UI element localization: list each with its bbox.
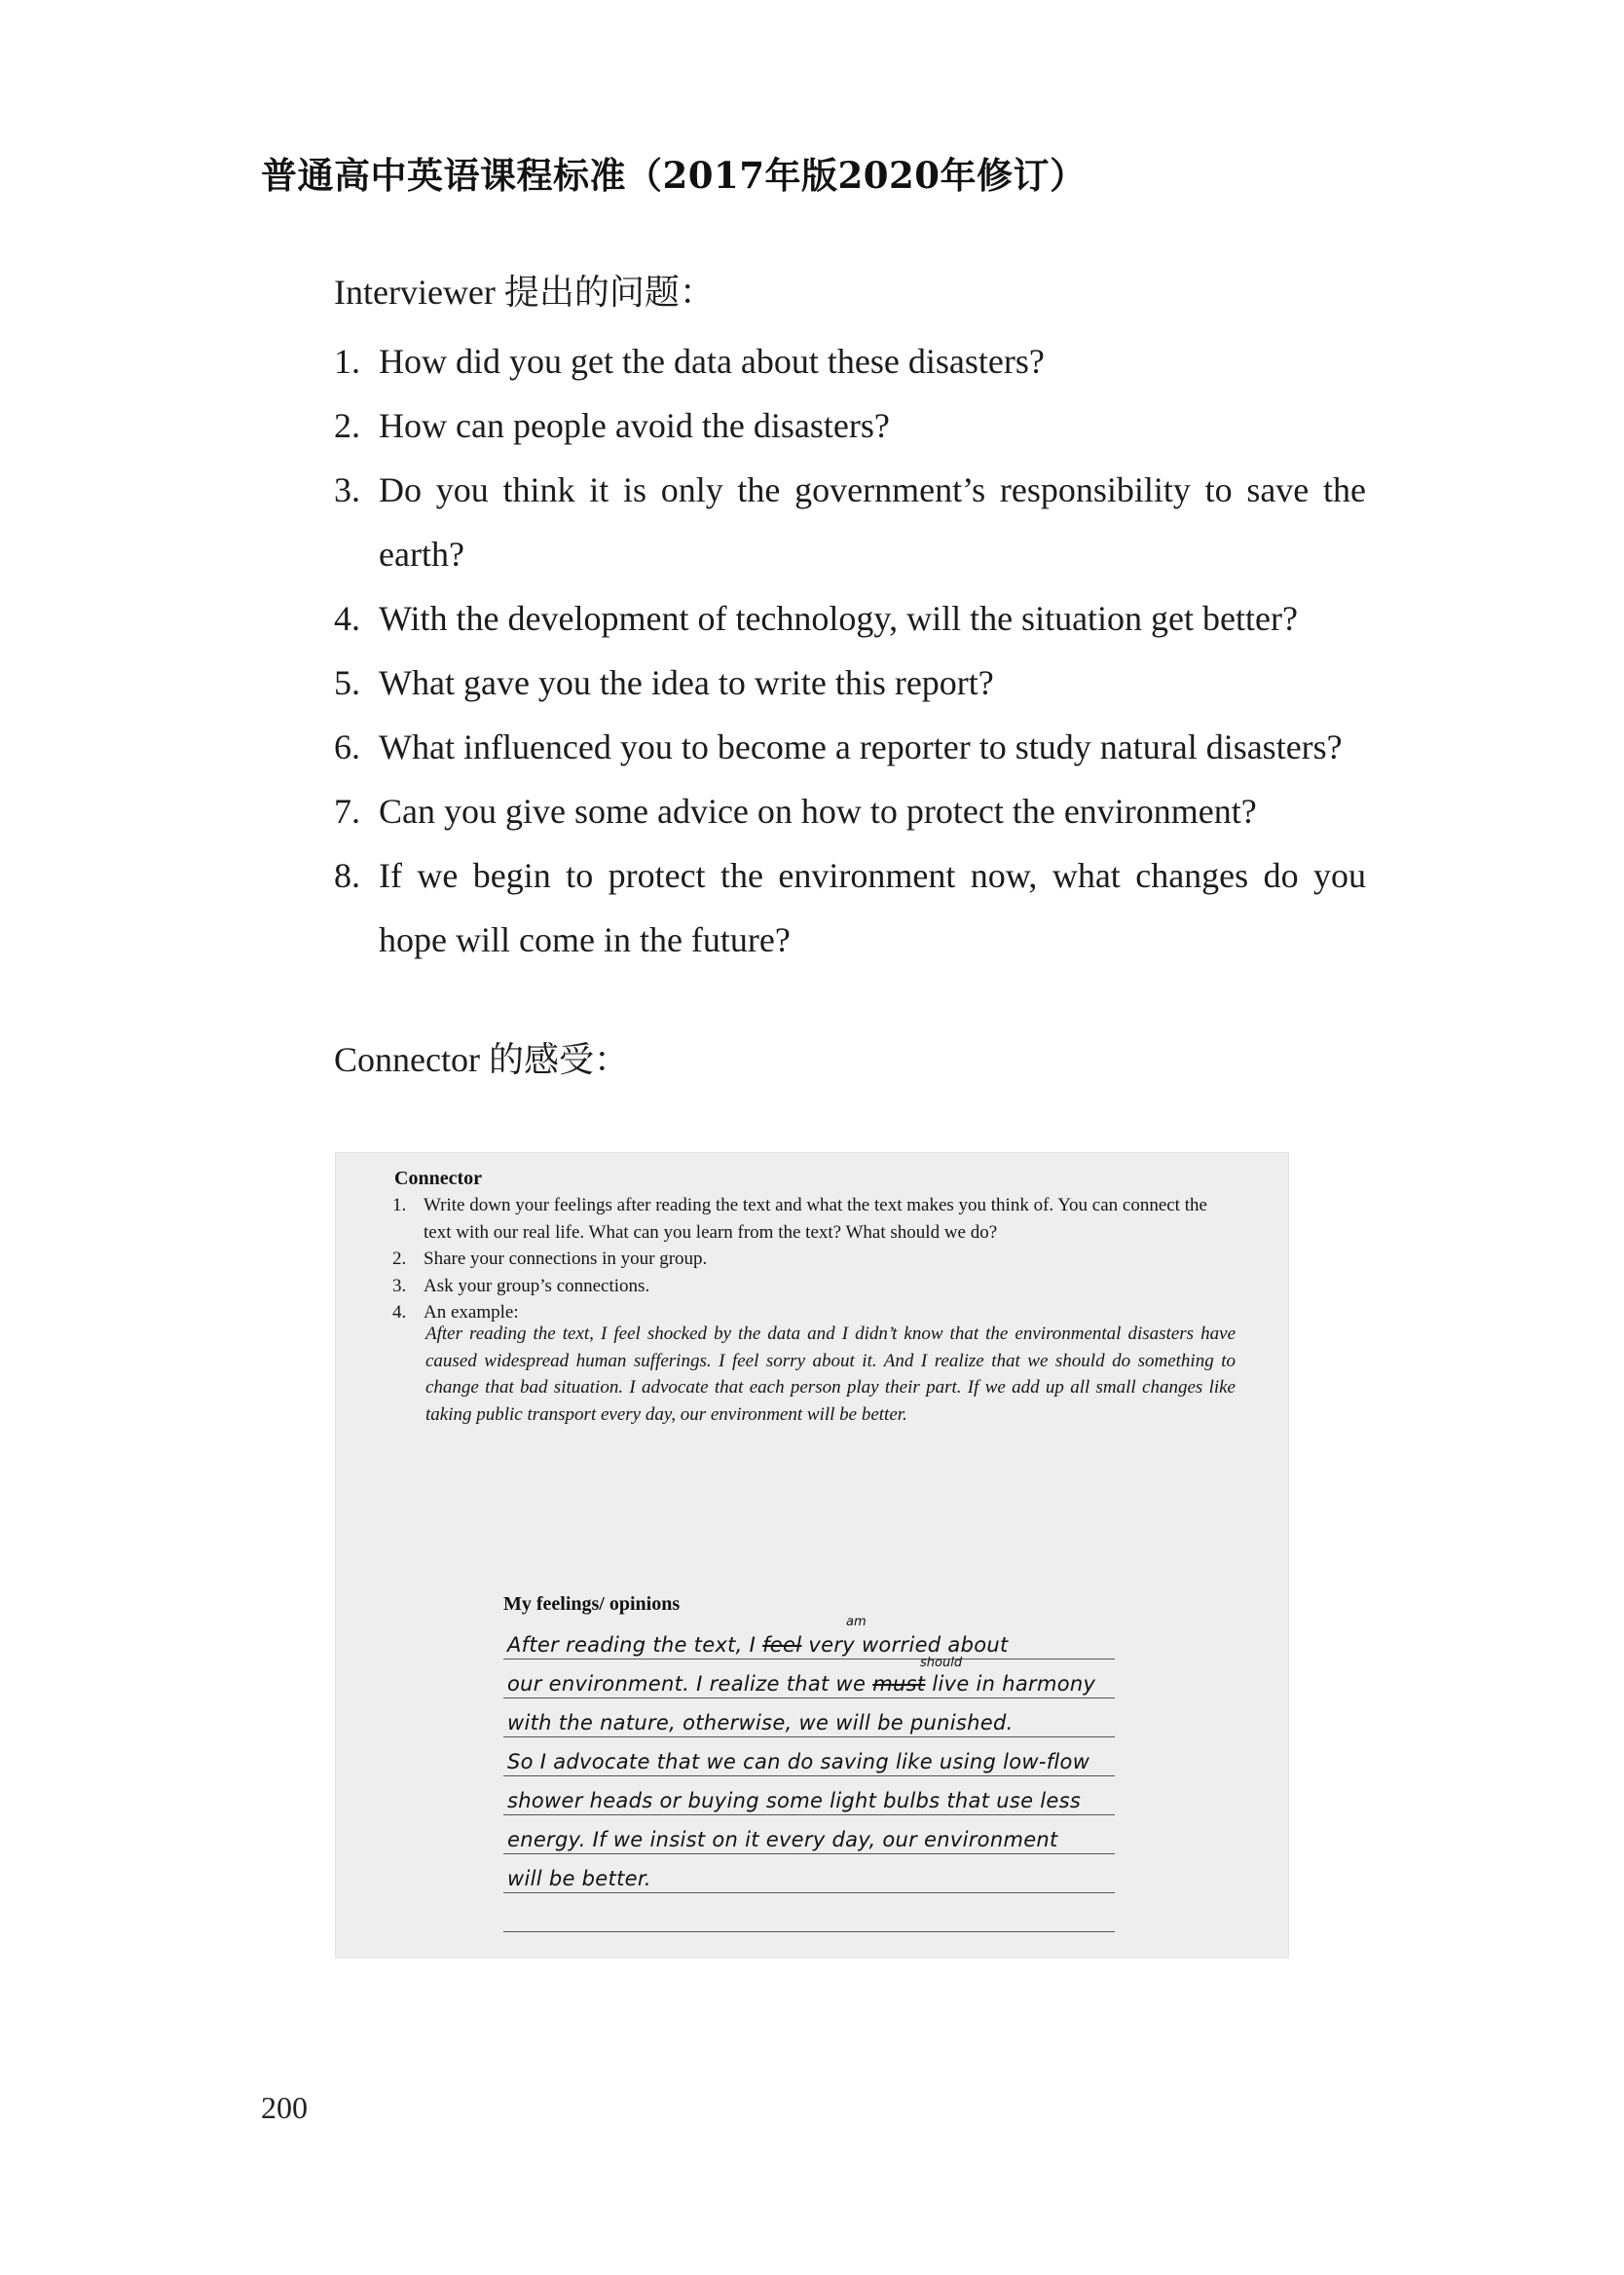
- handwritten-text: with the nature, otherwise, we will be punished.: [507, 1711, 1014, 1734]
- answer-line: [503, 1737, 1115, 1776]
- instruction-item: [392, 1192, 1239, 1246]
- connector-worksheet-scan: [336, 1153, 1288, 1958]
- instruction-item: [392, 1246, 1239, 1273]
- question-number: 1.: [334, 342, 360, 381]
- question-text: How can people avoid the disasters?: [379, 406, 890, 445]
- handwritten-insertion: should: [920, 1656, 963, 1670]
- question-number: 3.: [334, 470, 360, 509]
- answer-line: [503, 1815, 1115, 1854]
- interviewer-intro: Interviewer 提出的问题：: [334, 273, 715, 312]
- question-item: [334, 843, 1366, 972]
- answer-line: [503, 1615, 1115, 1660]
- question-item: [334, 329, 1366, 393]
- question-text: What gave you the idea to write this report?: [379, 663, 994, 702]
- question-item: [334, 779, 1366, 843]
- answer-line: [503, 1893, 1115, 1932]
- question-item: [334, 458, 1366, 586]
- question-number: 4.: [334, 599, 360, 638]
- handwritten-answer: [503, 1615, 1115, 1932]
- page-number: 200: [261, 2090, 308, 2125]
- question-text: If we begin to protect the environment now, what changes do you hope will come in the future?: [379, 856, 1366, 959]
- question-item: [334, 651, 1366, 715]
- handwritten-text: our environment. I realize that we must live in harmony: [507, 1672, 1096, 1696]
- instruction-text: Ask your group’s connections.: [424, 1275, 650, 1296]
- instruction-text: Write down your feelings after reading the text and what the text makes you think of. You can connect the text with our real life. What can you learn from the text? What should we do?: [424, 1195, 1207, 1243]
- example-paragraph: After reading the text, I feel shocked by the data and I didn’t know that the environmental disasters have caused widespread human sufferings. I feel sorry about it. And I realize that we should do something to change that bad situation. I advocate that each person play their part. If we add up all small changes like taking public transport every day, our environment will be better.: [425, 1324, 1236, 1425]
- question-item: [334, 586, 1366, 651]
- question-text: What influenced you to become a reporter to study natural disasters?: [379, 727, 1343, 766]
- instruction-number: 1.: [392, 1195, 407, 1215]
- worksheet-title: Connector: [394, 1168, 482, 1189]
- handwritten-insertion: am: [846, 1615, 867, 1629]
- question-number: 7.: [334, 792, 360, 831]
- page-header-title: 普通高中英语课程标准（2017年版2020年修订）: [261, 154, 1087, 197]
- question-text: With the development of technology, will the situation get better?: [379, 599, 1298, 638]
- handwritten-text: So I advocate that we can do saving like using low-flow: [507, 1750, 1090, 1773]
- worksheet-instructions: [392, 1192, 1239, 1326]
- question-number: 5.: [334, 663, 360, 702]
- question-text: Can you give some advice on how to protect the environment?: [379, 792, 1257, 831]
- handwritten-text: will be better.: [507, 1867, 651, 1890]
- instruction-number: 4.: [392, 1302, 407, 1323]
- instruction-number: 3.: [392, 1275, 407, 1296]
- question-number: 8.: [334, 856, 360, 895]
- instruction-number: 2.: [392, 1249, 407, 1269]
- question-text: How did you get the data about these disasters?: [379, 342, 1045, 381]
- answer-line: [503, 1776, 1115, 1815]
- instruction-text: An example:: [424, 1302, 519, 1323]
- question-number: 6.: [334, 727, 360, 766]
- answer-line: [503, 1656, 1115, 1698]
- crossed-out-word: must: [872, 1672, 926, 1696]
- handwritten-text: energy. If we insist on it every day, our environment: [507, 1828, 1058, 1851]
- feelings-label: My feelings/ opinions: [503, 1593, 681, 1615]
- handwritten-text: After reading the text, I feel very worried about: [507, 1633, 1009, 1657]
- instruction-text: Share your connections in your group.: [424, 1249, 708, 1269]
- answer-line: [503, 1698, 1115, 1737]
- instruction-item: [392, 1273, 1239, 1300]
- answer-line: [503, 1854, 1115, 1893]
- handwritten-text: shower heads or buying some light bulbs that use less: [507, 1789, 1082, 1812]
- question-item: [334, 715, 1366, 779]
- question-list: [334, 329, 1366, 972]
- connector-intro: Connector 的感受：: [334, 1040, 629, 1079]
- question-item: [334, 393, 1366, 458]
- question-number: 2.: [334, 406, 360, 445]
- question-text: Do you think it is only the government’s responsibility to save the earth?: [379, 470, 1366, 574]
- crossed-out-word: feel: [762, 1633, 802, 1657]
